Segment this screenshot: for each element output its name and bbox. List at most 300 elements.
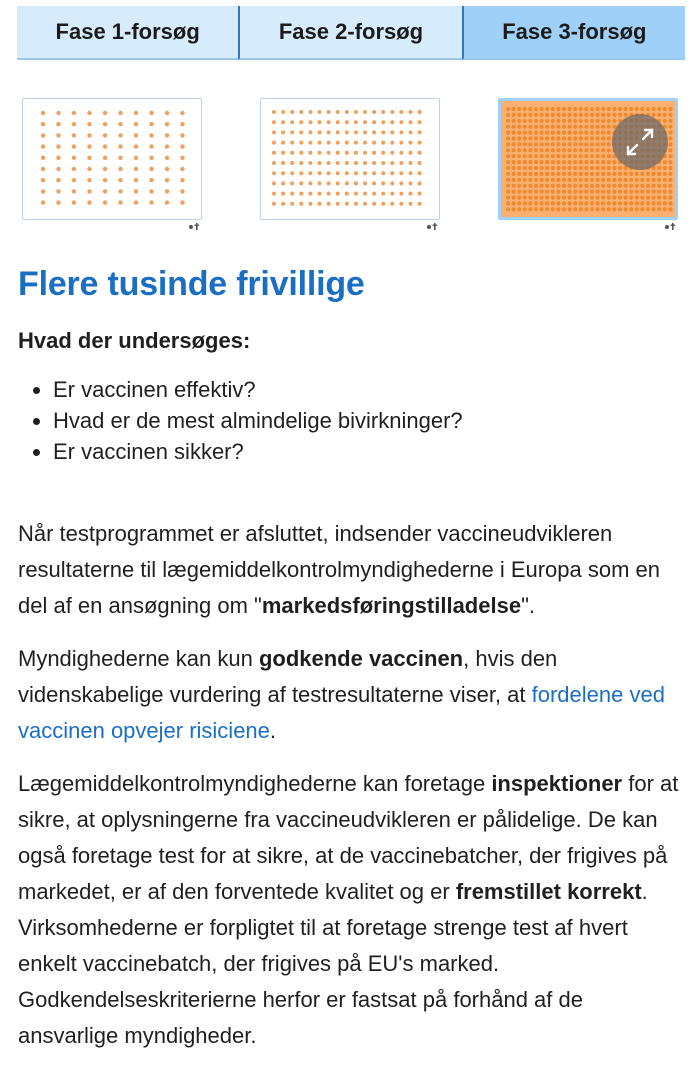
volunteer-dot [562, 131, 566, 135]
volunteer-dot [281, 192, 285, 196]
volunteer-dot [512, 178, 516, 182]
volunteer-dot [528, 148, 532, 152]
volunteer-dot [354, 171, 358, 175]
volunteer-dot [118, 178, 122, 182]
volunteer-dot [646, 178, 650, 182]
volunteer-dot [149, 144, 153, 148]
volunteer-dot [663, 178, 667, 182]
volunteer-dot [517, 195, 521, 199]
volunteer-dot [354, 151, 358, 155]
volunteer-dot [624, 184, 628, 188]
volunteer-dot [545, 131, 549, 135]
volunteer-dot [601, 154, 605, 158]
volunteer-dot [399, 161, 403, 165]
volunteer-dot [180, 133, 184, 137]
volunteer-dot [399, 141, 403, 145]
volunteer-dot [165, 133, 169, 137]
volunteer-dot [272, 192, 276, 196]
volunteer-dot [607, 195, 611, 199]
volunteer-dot [272, 120, 276, 124]
volunteer-dot [41, 178, 45, 182]
paragraph-submission [18, 516, 688, 624]
volunteer-dot [551, 131, 555, 135]
volunteer-dot [399, 202, 403, 206]
paragraph-text: Lægemiddelkontrolmyndighederne kan foretage [18, 771, 492, 796]
volunteer-dot [584, 154, 588, 158]
volunteer-dot [345, 130, 349, 134]
volunteer-dot [318, 151, 322, 155]
volunteer-dot [601, 142, 605, 146]
volunteer-dot [534, 113, 538, 117]
volunteer-dot [363, 202, 367, 206]
volunteer-dot [534, 178, 538, 182]
volunteer-dot [180, 178, 184, 182]
volunteer-dot [551, 190, 555, 194]
volunteer-dot [103, 122, 107, 126]
volunteer-dot [281, 171, 285, 175]
volunteer-dot [390, 202, 394, 206]
volunteer-dot [327, 202, 331, 206]
volunteer-dot [165, 178, 169, 182]
expand-icon [612, 114, 668, 170]
volunteer-dot [579, 166, 583, 170]
volunteer-dot [336, 120, 340, 124]
volunteer-dot [556, 201, 560, 205]
volunteer-dot [134, 144, 138, 148]
volunteer-dot [584, 131, 588, 135]
volunteer-dot [506, 113, 510, 117]
volunteer-dot [87, 122, 91, 126]
volunteer-dot [390, 120, 394, 124]
volunteer-dot [506, 131, 510, 135]
volunteer-dot [562, 184, 566, 188]
volunteer-dot [579, 172, 583, 176]
volunteer-dot [290, 120, 294, 124]
volunteer-dot [579, 142, 583, 146]
volunteer-dot [528, 142, 532, 146]
volunteer-dot [534, 201, 538, 205]
volunteer-dot [663, 184, 667, 188]
phase-tabs [17, 6, 685, 60]
volunteer-dot [596, 184, 600, 188]
volunteer-dot [596, 207, 600, 211]
volunteer-dot [506, 125, 510, 129]
volunteer-dot [540, 172, 544, 176]
volunteer-dot [601, 160, 605, 164]
volunteer-dot [512, 136, 516, 140]
volunteer-dot [573, 125, 577, 129]
volunteer-dot [56, 189, 60, 193]
volunteer-dot [336, 192, 340, 196]
volunteer-dot [607, 154, 611, 158]
volunteer-dot [56, 122, 60, 126]
volunteer-dot [551, 142, 555, 146]
volunteer-dot [607, 107, 611, 111]
volunteer-dot [512, 201, 516, 205]
volunteer-dot [652, 201, 656, 205]
volunteer-dot [540, 142, 544, 146]
volunteer-dot [512, 166, 516, 170]
volunteer-dot [336, 130, 340, 134]
volunteer-dot [149, 167, 153, 171]
volunteer-dot [556, 207, 560, 211]
volunteer-dot [299, 141, 303, 145]
volunteer-dot [568, 195, 572, 199]
paragraph-text: . Virksomhederne er forpligtet til at foretage strenge test af hvert enkelt vaccinebatch, der frigives på EU's marked. Godkendelseskriterierne herfor er fastsat på forhånd af de ansvarlige myndigheder. [18, 879, 648, 1048]
volunteer-dot [180, 167, 184, 171]
volunteer-dot [534, 172, 538, 176]
volunteer-dot [545, 207, 549, 211]
volunteer-dot [590, 172, 594, 176]
questions-list [18, 374, 463, 467]
volunteer-dot [540, 148, 544, 152]
volunteer-dot [41, 122, 45, 126]
volunteer-dot [635, 184, 639, 188]
person-scale-icon [664, 221, 678, 231]
volunteer-dot [517, 113, 521, 117]
volunteer-dot [372, 110, 376, 114]
tab-phase-1[interactable]: Fase 1-forsøg [17, 6, 238, 60]
volunteer-dot [562, 207, 566, 211]
volunteer-dot [299, 151, 303, 155]
volunteer-dot [568, 201, 572, 205]
volunteer-dot [399, 192, 403, 196]
volunteer-dot [327, 130, 331, 134]
volunteer-dot [635, 172, 639, 176]
volunteer-dot [299, 171, 303, 175]
volunteer-dot [103, 111, 107, 115]
volunteer-dot [345, 202, 349, 206]
volunteer-dot [596, 172, 600, 176]
volunteer-dot [624, 195, 628, 199]
volunteer-dot [512, 113, 516, 117]
volunteer-dot [607, 190, 611, 194]
volunteer-dot [517, 190, 521, 194]
volunteer-dot [345, 120, 349, 124]
volunteer-dot [534, 154, 538, 158]
volunteer-dot [318, 202, 322, 206]
volunteer-dot [534, 136, 538, 140]
volunteer-dot [534, 190, 538, 194]
volunteer-dot [657, 207, 661, 211]
volunteer-dot [612, 207, 616, 211]
person-scale-icon [188, 221, 202, 231]
volunteer-dot [118, 111, 122, 115]
volunteer-dot [87, 133, 91, 137]
volunteer-dot [149, 178, 153, 182]
volunteer-dot [390, 171, 394, 175]
volunteer-dot [512, 125, 516, 129]
volunteer-dot [568, 107, 572, 111]
volunteer-dot [607, 201, 611, 205]
volunteer-dot [568, 172, 572, 176]
volunteer-dot [72, 200, 76, 204]
volunteer-dot [363, 171, 367, 175]
volunteer-dot [523, 160, 527, 164]
volunteer-dot [399, 181, 403, 185]
volunteer-dot [635, 201, 639, 205]
volunteer-dot [87, 156, 91, 160]
volunteer-dot [165, 167, 169, 171]
volunteer-dot [556, 119, 560, 123]
volunteer-dot [134, 156, 138, 160]
volunteer-dot [579, 119, 583, 123]
volunteer-dot [327, 120, 331, 124]
volunteer-dot [409, 120, 413, 124]
volunteer-dot [568, 136, 572, 140]
volunteer-dot [72, 156, 76, 160]
volunteer-dot [618, 178, 622, 182]
volunteer-dot [540, 184, 544, 188]
volunteer-dot [118, 200, 122, 204]
volunteer-dot [573, 166, 577, 170]
volunteer-dot [584, 184, 588, 188]
volunteer-dot [646, 207, 650, 211]
volunteer-dot [523, 136, 527, 140]
volunteer-dot [640, 207, 644, 211]
volunteer-dot [72, 133, 76, 137]
volunteer-dot [601, 136, 605, 140]
volunteer-dot [290, 202, 294, 206]
volunteer-dot [668, 142, 672, 146]
volunteer-dot [180, 111, 184, 115]
volunteer-dot [573, 107, 577, 111]
volunteer-dot [556, 125, 560, 129]
volunteer-dot [363, 110, 367, 114]
volunteer-dot [118, 189, 122, 193]
volunteer-dot [629, 107, 633, 111]
volunteer-dot [601, 119, 605, 123]
volunteer-dot [506, 178, 510, 182]
volunteer-dot [573, 113, 577, 117]
volunteer-dot [646, 201, 650, 205]
volunteer-dot [528, 190, 532, 194]
volunteer-dot [629, 190, 633, 194]
volunteer-dot [668, 131, 672, 135]
volunteer-dot [657, 107, 661, 111]
volunteer-dot [607, 125, 611, 129]
volunteer-dot [87, 144, 91, 148]
volunteer-dot [545, 154, 549, 158]
paragraph-text: Når testprogrammet er afsluttet, indsender vaccineudvikleren resultaterne til lægemiddelkontrolmyndighederne i Europa som en del af en ansøgning om " [18, 521, 661, 618]
volunteer-dot [590, 107, 594, 111]
volunteer-dot [87, 111, 91, 115]
volunteer-dot [607, 178, 611, 182]
volunteer-dot [327, 171, 331, 175]
volunteer-dot [512, 195, 516, 199]
volunteer-dot [534, 119, 538, 123]
volunteer-dot [372, 171, 376, 175]
volunteer-dot [372, 151, 376, 155]
volunteer-dot [41, 200, 45, 204]
volunteer-dot [646, 195, 650, 199]
volunteer-dot [180, 156, 184, 160]
volunteer-dot [290, 151, 294, 155]
volunteer-dot [272, 161, 276, 165]
volunteer-dot [540, 166, 544, 170]
volunteer-dot [562, 172, 566, 176]
volunteer-dot [87, 178, 91, 182]
volunteer-dot [607, 184, 611, 188]
volunteer-dot [612, 178, 616, 182]
volunteer-dot [318, 161, 322, 165]
volunteer-dot [149, 156, 153, 160]
volunteer-dot [149, 122, 153, 126]
volunteer-dot [590, 119, 594, 123]
page-heading: Flere tusinde frivillige [18, 265, 365, 303]
volunteer-dot [165, 144, 169, 148]
volunteer-dot [56, 156, 60, 160]
volunteer-dot [618, 172, 622, 176]
volunteer-dot [540, 160, 544, 164]
volunteer-dot [103, 156, 107, 160]
volunteer-dot [56, 111, 60, 115]
volunteer-dot [607, 131, 611, 135]
volunteer-dot [512, 119, 516, 123]
volunteer-dot [372, 181, 376, 185]
volunteer-dot [612, 201, 616, 205]
volunteer-dot [345, 192, 349, 196]
volunteer-dot [612, 190, 616, 194]
volunteer-dot [299, 110, 303, 114]
volunteer-dot [556, 154, 560, 158]
tab-phase-3[interactable]: Fase 3-forsøg [462, 6, 685, 60]
volunteer-dot [381, 171, 385, 175]
volunteer-dot [134, 178, 138, 182]
volunteer-dot [523, 190, 527, 194]
volunteer-dot [668, 136, 672, 140]
volunteer-dot [551, 195, 555, 199]
volunteer-dot [584, 207, 588, 211]
volunteer-dot [72, 111, 76, 115]
volunteer-dot [646, 172, 650, 176]
volunteer-dot [165, 200, 169, 204]
volunteer-dot [512, 184, 516, 188]
volunteer-dot [363, 151, 367, 155]
volunteer-dot [381, 120, 385, 124]
volunteer-dot [556, 136, 560, 140]
volunteer-dot [562, 201, 566, 205]
volunteer-dot [517, 154, 521, 158]
volunteer-dot [308, 110, 312, 114]
bold-term: markedsføringstilladelse [261, 593, 522, 618]
volunteer-dot [562, 136, 566, 140]
volunteer-dot [409, 151, 413, 155]
thumbnail-phase-1[interactable] [22, 98, 202, 220]
volunteer-dot [56, 178, 60, 182]
volunteer-dot [354, 130, 358, 134]
volunteer-dot [523, 172, 527, 176]
paragraph-text: , hvis den videnskabelige vurdering af testresultaterne viser, at [18, 646, 558, 707]
volunteer-dot [512, 107, 516, 111]
volunteer-dot [573, 154, 577, 158]
volunteer-dot [528, 207, 532, 211]
volunteer-dot [272, 171, 276, 175]
volunteer-dots-phase-1 [23, 99, 203, 221]
volunteer-dot [607, 119, 611, 123]
list-item: • Er vaccinen sikker? [53, 436, 463, 467]
volunteer-dot [409, 192, 413, 196]
volunteer-dot [629, 201, 633, 205]
volunteer-dot [596, 136, 600, 140]
volunteer-dot [381, 151, 385, 155]
volunteer-dot [607, 136, 611, 140]
volunteer-dot [663, 190, 667, 194]
volunteer-dot [372, 161, 376, 165]
benefits-risks-link[interactable]: fordelene ved vaccinen opvejer risiciene [18, 682, 665, 743]
volunteer-dot [573, 207, 577, 211]
expand-button[interactable] [612, 114, 668, 170]
volunteer-dot [399, 120, 403, 124]
volunteer-dot [668, 207, 672, 211]
volunteer-dot [354, 181, 358, 185]
bold-term: fremstillet korrekt [455, 879, 642, 904]
volunteer-dot [103, 178, 107, 182]
volunteer-dot [562, 160, 566, 164]
volunteer-dot [579, 154, 583, 158]
volunteer-dot [568, 119, 572, 123]
volunteer-dot [590, 195, 594, 199]
volunteer-dot [512, 160, 516, 164]
volunteer-dot [517, 160, 521, 164]
volunteer-dot [668, 195, 672, 199]
volunteer-dot [629, 184, 633, 188]
volunteer-dot [573, 201, 577, 205]
volunteer-dot [646, 107, 650, 111]
volunteer-dot [299, 192, 303, 196]
volunteer-dot [336, 110, 340, 114]
volunteer-dot [517, 148, 521, 152]
volunteer-dot [390, 130, 394, 134]
volunteer-dot [573, 160, 577, 164]
volunteer-dot [534, 107, 538, 111]
volunteer-dot [584, 172, 588, 176]
volunteer-dot [41, 133, 45, 137]
volunteer-dot [523, 207, 527, 211]
volunteer-dot [118, 133, 122, 137]
volunteer-dot [556, 166, 560, 170]
volunteer-dot [517, 119, 521, 123]
volunteer-dot [607, 166, 611, 170]
volunteer-dot [528, 201, 532, 205]
volunteer-dot [390, 181, 394, 185]
volunteer-dot [618, 195, 622, 199]
volunteer-dot [418, 141, 422, 145]
volunteer-dot [584, 190, 588, 194]
volunteer-dot [652, 184, 656, 188]
volunteer-dot [562, 195, 566, 199]
volunteer-dot [668, 184, 672, 188]
volunteer-dot [506, 195, 510, 199]
volunteer-dot [512, 172, 516, 176]
volunteer-dot [41, 144, 45, 148]
volunteer-dot [540, 125, 544, 129]
thumbnail-phase-2[interactable] [260, 98, 440, 220]
volunteer-dot [528, 172, 532, 176]
volunteer-dot [290, 141, 294, 145]
volunteer-dot [551, 166, 555, 170]
volunteer-dot [562, 142, 566, 146]
volunteer-dot [506, 184, 510, 188]
volunteer-dot [652, 207, 656, 211]
volunteer-dot [596, 148, 600, 152]
volunteer-dot [551, 207, 555, 211]
volunteer-dot [517, 131, 521, 135]
bold-term: godkende vaccinen [258, 646, 464, 671]
tab-phase-2[interactable]: Fase 2-forsøg [238, 6, 461, 60]
volunteer-dot [607, 207, 611, 211]
volunteer-dot [506, 142, 510, 146]
